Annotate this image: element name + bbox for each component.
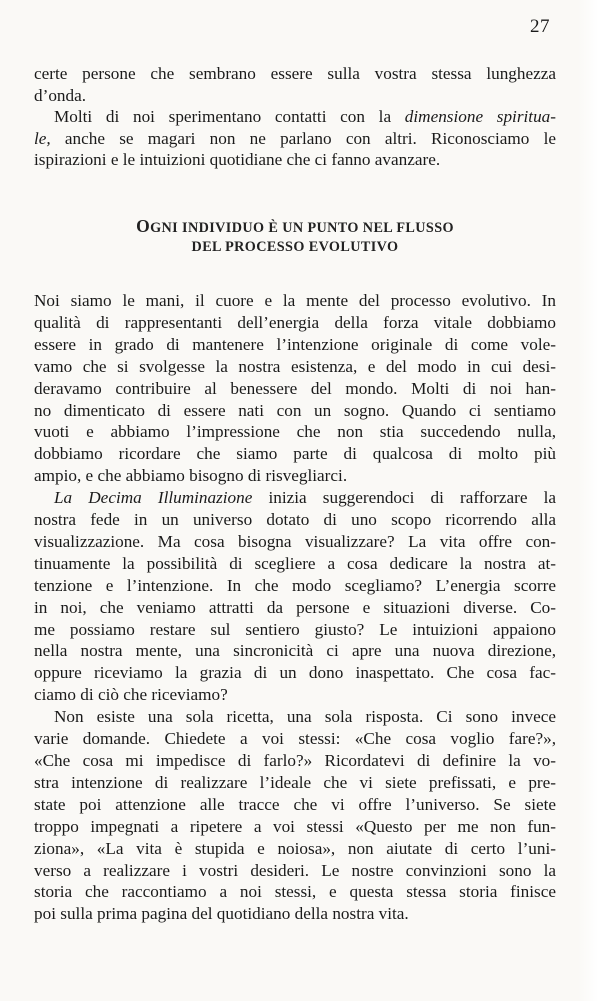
heading-line-2: DEL PROCESSO EVOLUTIVO xyxy=(191,239,399,256)
text-line: stra intenzione di realizzare l’ideale che vi siete prefissati, e pre- xyxy=(34,772,556,792)
text-line: visualizzazione. Ma cosa bisogna visualizzare? La vita offre con- xyxy=(34,531,556,551)
section-heading xyxy=(34,217,556,258)
text-line: state poi attenzione alle tracce che vi offre l’universo. Se siete xyxy=(34,794,556,814)
text-line: ciamo di ciò che riceviamo? xyxy=(34,685,228,705)
text-line: verso a realizzare i vostri desideri. Le nostre convinzioni sono la xyxy=(34,860,556,880)
page-edge xyxy=(578,0,604,1001)
heading-rest: GNI INDIVIDUO È UN PUNTO NEL FLUSSO xyxy=(150,219,454,236)
text-line xyxy=(34,128,556,150)
text-line: troppo impegnati a ripetere a voi stessi «Questo per me non fun- xyxy=(34,816,556,836)
text-line: nella nostra mente, una sincronicità ci apre una nuova direzione, xyxy=(34,641,556,661)
intro-text xyxy=(34,63,556,171)
heading-initial: O xyxy=(136,215,151,236)
text-run: Molti di noi sperimentano contatti con la xyxy=(54,107,405,127)
text-line: Noi siamo le mani, il cuore e la mente del processo evolutivo. In xyxy=(34,290,556,310)
text-line: qualità di rappresentanti dell’energia della forza vitale dobbiamo xyxy=(34,312,556,332)
text-line: poi sulla prima pagina del quotidiano della nostra vita. xyxy=(34,904,409,924)
text-line: me possiamo restare sul sentiero giusto? Le intuizioni appaiono xyxy=(34,619,556,639)
text-line: ziona», «La vita è stupida e noiosa», non aiutate di certo l’uni- xyxy=(34,838,556,858)
text-line: tenzione e l’intenzione. In che modo scegliamo? L’energia scorre xyxy=(34,575,556,595)
text-line: essere in grado di mantenere l’intenzione originale di come vole- xyxy=(34,334,556,354)
italic-phrase: le, xyxy=(34,128,51,148)
page-number: 27 xyxy=(530,16,550,37)
text-line: varie domande. Chiedete a voi stessi: «Che cosa voglio fare?», xyxy=(34,729,556,749)
text-line: deravamo contribuire al benessere del mondo. Molti di noi han- xyxy=(34,378,556,398)
page-content xyxy=(34,63,556,925)
text-run: inizia suggerendoci di rafforzare la xyxy=(252,488,556,508)
paragraph-3 xyxy=(34,706,556,925)
text-line: tinuamente la possibilità di scegliere a cosa dedicare la nostra at- xyxy=(34,553,556,573)
paragraph-2 xyxy=(34,487,556,706)
text-line xyxy=(34,106,556,128)
text-line: oppure riceviamo la grazia di un dono inaspettato. Che cosa fac- xyxy=(34,663,556,683)
text-line: vuoti e abbiamo l’impressione che non stia succedendo nulla, xyxy=(34,422,556,442)
paragraph-1 xyxy=(34,290,556,487)
heading-line-1 xyxy=(34,217,556,239)
text-line: no dimenticato di essere nati con un sogno. Quando ci sentiamo xyxy=(34,400,556,420)
italic-phrase: dimensione spiritua- xyxy=(404,107,556,127)
text-line: d’onda. xyxy=(34,85,87,105)
text-line: Non esiste una sola ricetta, una sola risposta. Ci sono invece xyxy=(54,707,556,727)
text-line: in noi, che veniamo attratti da persone e situazioni diverse. Co- xyxy=(34,597,556,617)
text-line: certe persone che sembrano essere sulla vostra stessa lunghezza xyxy=(34,64,556,83)
text-line: «Che cosa mi impedisce di farlo?» Ricordatevi di definire la vo- xyxy=(34,751,556,770)
text-line: dobbiamo ricordare che siamo parte di qualcosa di molto più xyxy=(34,444,556,464)
text-line: vamo che si svolgesse la nostra esistenza, e del modo in cui desi- xyxy=(34,356,556,376)
text-line xyxy=(34,487,556,509)
text-line: ampio, e che abbiamo bisogno di risvegliarci. xyxy=(34,466,348,486)
text-line: storia che raccontiamo a noi stessi, e questa stessa storia finisce xyxy=(34,882,556,902)
section-body xyxy=(34,290,556,925)
text-run: anche se magari non ne parlano con altri. Riconosciamo le xyxy=(50,128,556,148)
text-line: ispirazioni e le intuizioni quotidiane che ci fanno avanzare. xyxy=(34,150,441,170)
book-title: La Decima Illuminazione xyxy=(54,488,253,508)
text-line: nostra fede in un universo dotato di uno scopo ricorrendo alla xyxy=(34,510,556,530)
